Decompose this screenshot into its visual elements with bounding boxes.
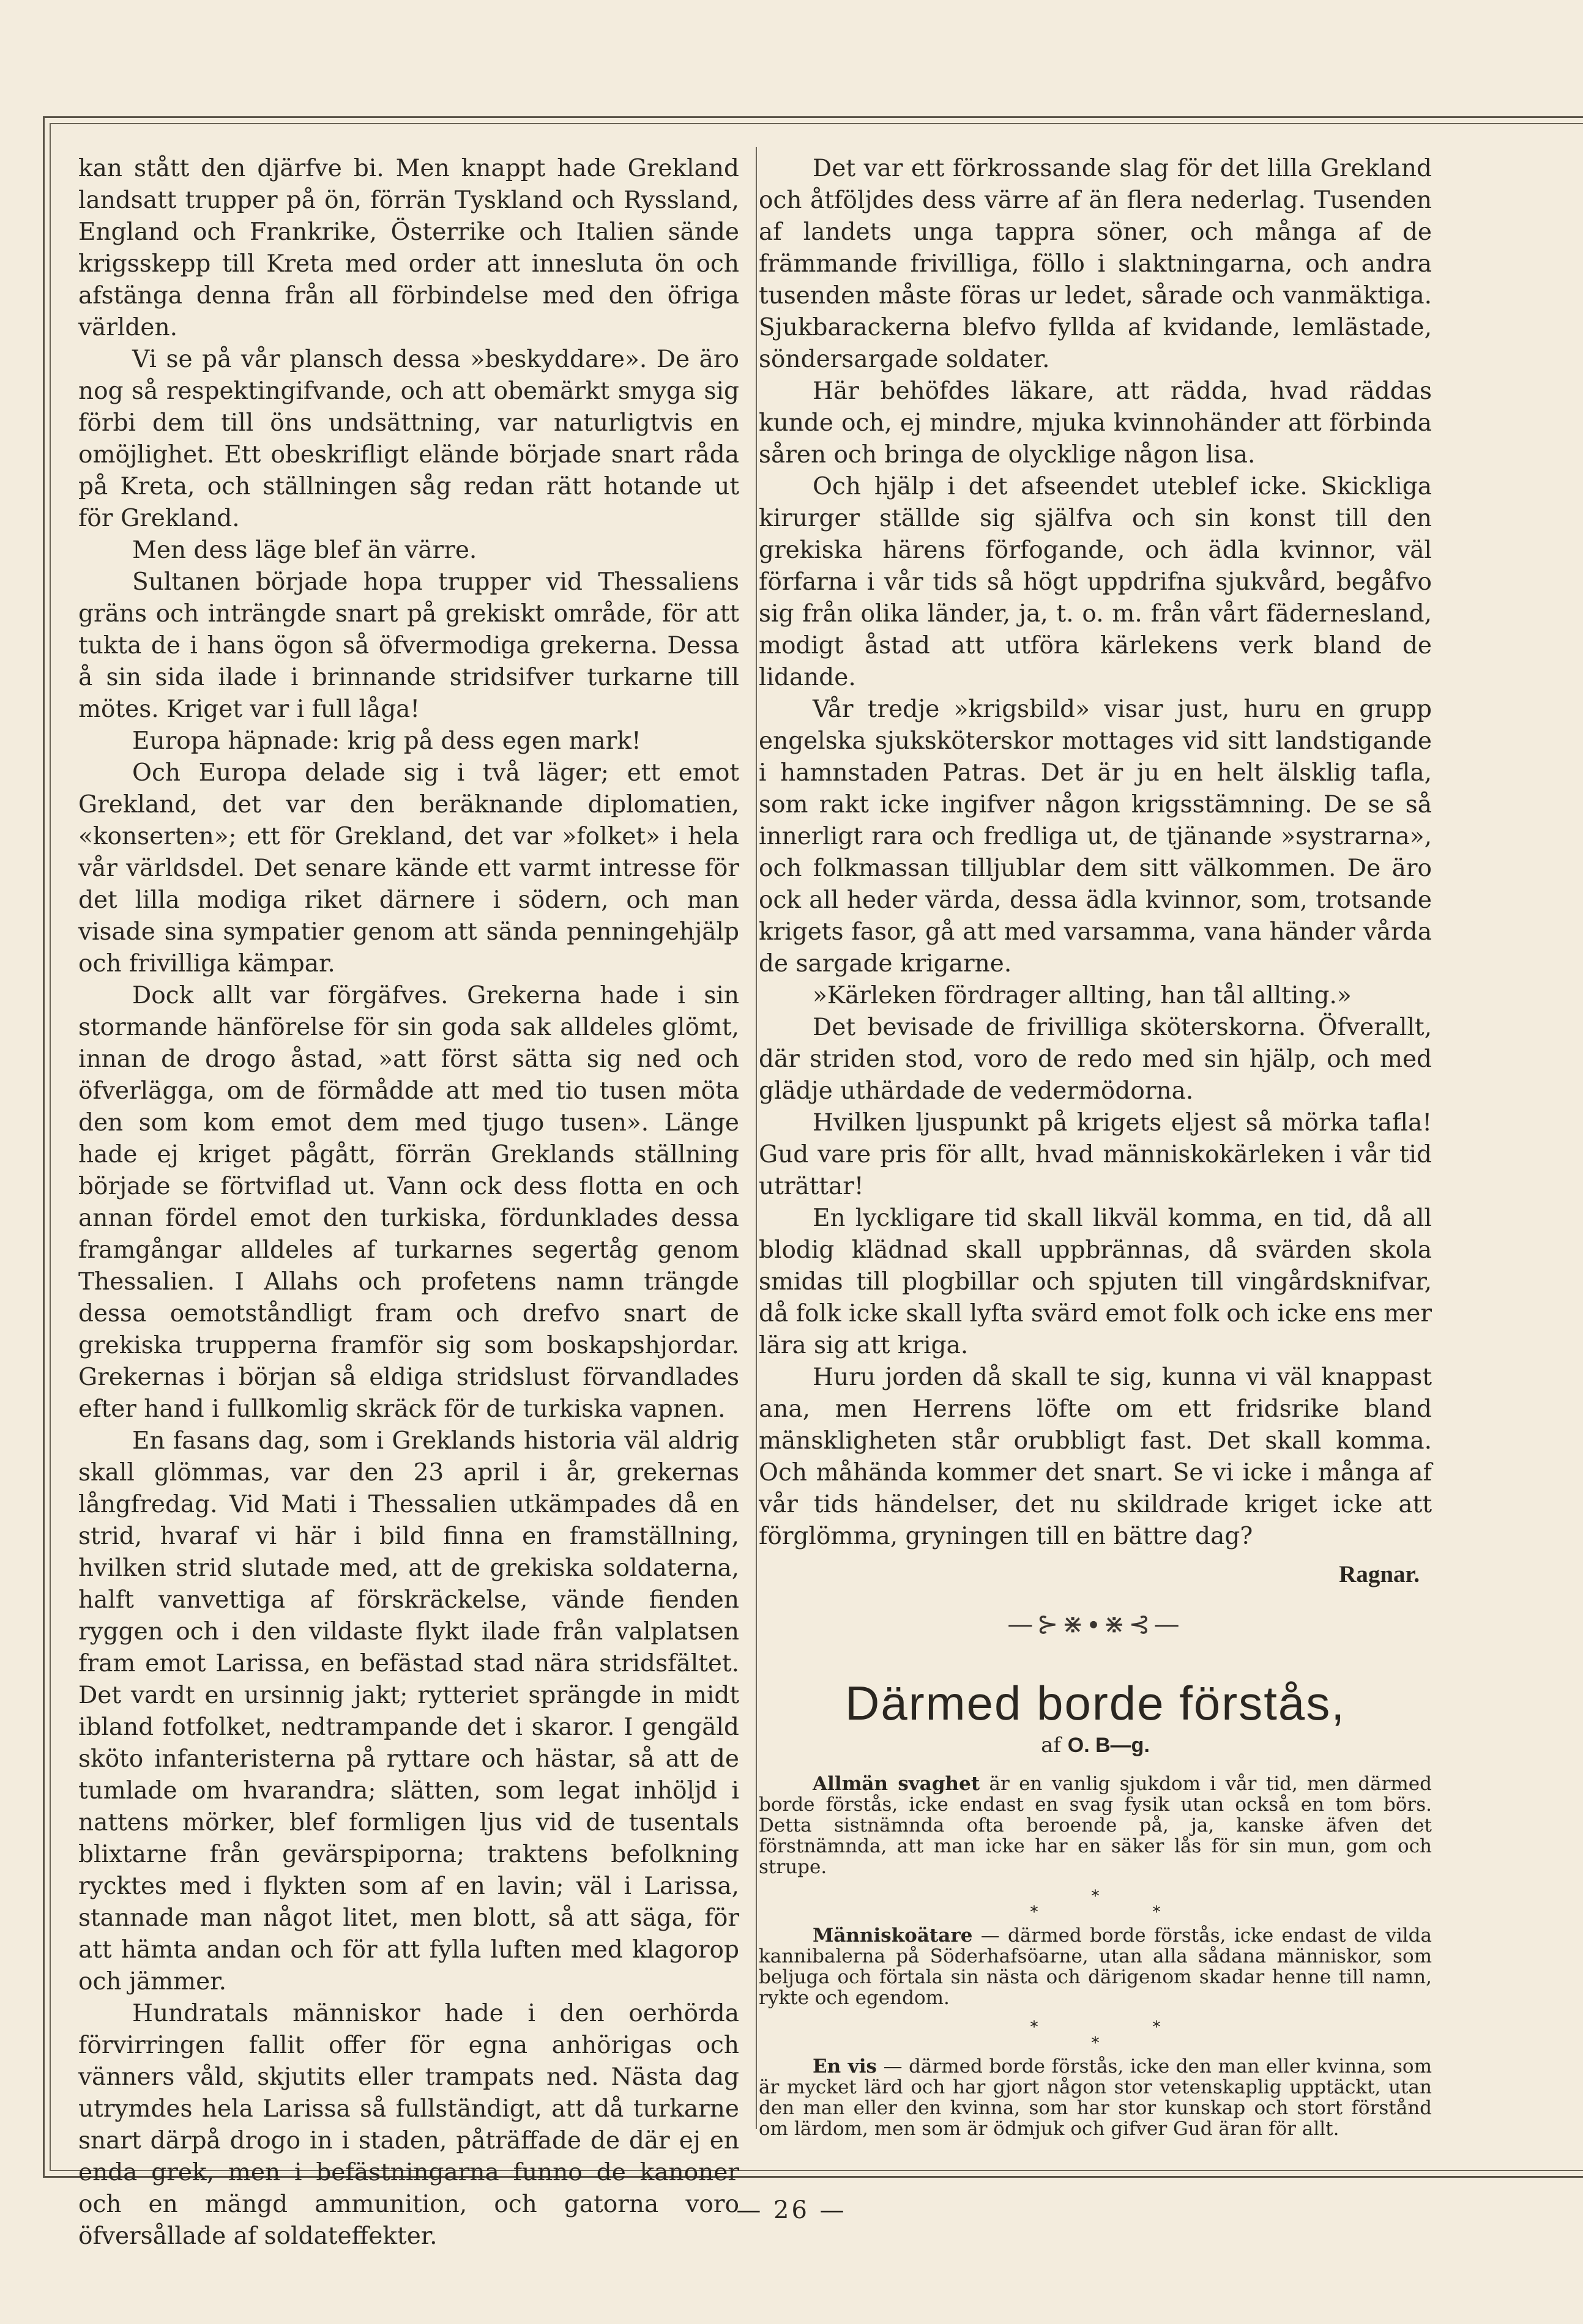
paragraph: Huru jorden då skall te sig, kunna vi väl knappast ana, men Herrens löfte om ett fridsrike bland mänskligheten står orubbligt fast. Det skall komma. Och måhända kommer det snart. Se vi icke i många af vår tids händelser, det nu skildrade kriget icke att förglömma, gryningen till en bättre dag? [759,1364,1432,1550]
definition-text: — därmed borde förstås, icke den man eller kvinna, som är mycket lärd och har gjort någon stor vetenskaplig upptäckt, utan den man eller den kvinna, som har stor kunskap och stort förstånd om lärdom, men som är ödmjuk och gifver Gud äran för allt. [759,2055,1432,2140]
asterisk-separator: * * * [1030,1887,1161,1921]
signature: Ragnar. [1339,1561,1420,1587]
paragraph: En lyckligare tid skall likväl komma, en tid, då all blodig klädnad skall uppbrännas, då svärden skola smidas till plogbillar och spjuten till vingårdsknifvar, då folk icke skall lyfta svärd emot folk och icke ens mer lära sig att kriga. [759,1205,1432,1359]
paragraph: Hundratals människor hade i den oerhörda förvirringen fallit offer för egna anhörigas och vänners våld, skjutits eller trampats ned. Nästa dag utrymdes hela Larissa så fullständigt, att då turkarne snart därpå drogo in i staden, påträffade de där ej en enda grek, men i befästningarna funno de kanoner och en mängd ammunition, och gatorna voro öfversållade af soldateffekter. [78,2000,739,2250]
paragraph: kan stått den djärfve bi. Men knappt hade Grekland landsatt trupper på ön, förrän Tyskland och Ryssland, England och Frankrike, Österrike och Italien sände krigsskepp till Kreta med order att innesluta ön och afstänga denna från all förbindelse med den öfriga världen. [78,155,739,341]
author-prefix: af [1041,1733,1061,1758]
definition-term: En vis [813,2055,877,2077]
paragraph: Hvilken ljuspunkt på krigets eljest så mörka tafla! Gud vare pris för allt, hvad människokärleken i vår tid uträttar! [759,1109,1432,1200]
left-column [78,153,739,2252]
right-column [759,153,1432,2139]
page-number: — 26 — [736,2196,847,2224]
definition-item [759,1773,1432,1877]
paragraph: Det bevisade de frivilliga sköterskorna. Öfverallt, där striden stod, voro de redo med sin hjälp, och med glädje uthärdade de vedermödorna. [759,1014,1432,1105]
paragraph: Europa häpnade: krig på dess egen mark! [132,727,641,755]
definition-item [759,2056,1432,2139]
paragraph: Vår tredje »krigsbild» visar just, huru en grupp engelska sjuksköterskor mottages vid sitt landstigande i hamnstaden Patras. Det är ju en helt älsklig tafla, som rakt icke ingifver någon krigsstämning. De se så innerligt rara och fredliga ut, de tjänande »systrarna», och folkmassan tilljublar dem sitt välkommen. De äro ock all heder värda, dessa ädla kvinnor, som, trotsande krigets fasor, gå att med varsamma, vana händer vårda de sargade krigarne. [759,696,1432,978]
definition-term: Människoätare [813,1925,973,1947]
author-name: O. B—g. [1067,1734,1150,1757]
paragraph: En fasans dag, som i Greklands historia väl aldrig skall glömmas, var den 23 april i år, grekernas långfredag. Vid Mati i Thessalien utkämpades då en strid, hvaraf vi här i bild finna en framställning, hvilken strid slutade med, att de grekiska soldaterna, halft vanvettiga af förskräckelse, vände fienden ryggen och i den vildaste flykt ilade från valplatsen fram emot Larissa, en befästad stad nära stridsfältet. Det vardt en ursinnig jakt; rytteriet sprängde in midt ibland fotfolket, nedtrampande det i skaror. I gengäld sköto infanteristerna på ryttare och hästar, så att de tumlade om hvarandra; slätten, som legat inhöljd i nattens mörker, blef formligen ljus vid de tusentals blixtarne från gevärspiporna; traktens befolkning rycktes med i flykten som af en lavin; väl i Larissa, stannade man något litet, men blott, så att säga, för att hämta andan och för att fylla luften med klagorop och jämmer. [78,1427,739,1995]
definition-text: — därmed borde förstås, icke endast de vilda kannibalerna på Söderhafsöarne, utan alla sådana människor, som beljuga och förtala sin nästa och därigenom skadar henne till namn, rykte och egendom. [759,1925,1432,2009]
definition-term: Allmän svaghet [813,1773,980,1795]
paragraph: Här behöfdes läkare, att rädda, hvad räddas kunde och, ej mindre, mjuka kvinnohänder att förbinda såren och bringa de olycklige någon lisa. [759,377,1432,469]
section-title: Därmed borde förstås, [844,1676,1346,1730]
paragraph: Sultanen började hopa trupper vid Thessaliens gräns och inträngde snart på grekiskt område, för att tukta de i hans ögon så öfvermodiga grekerna. Dessa å sin sida ilade i brinnande stridsifver turkarne till mötes. Kriget var i full låga! [78,568,739,723]
paragraph: Dock allt var förgäfves. Grekerna hade i sin stormande hänförelse för sin goda sak alldeles glömt, innan de drogo åstad, »att först sätta sig ned och öfverlägga, om de förmådde att med tio tusen möta den som kom emot dem med tjugo tusen». Länge hade ej kriget pågått, förrän Greklands ställning började se förtviflad ut. Vann ock dess flotta en och annan fördel emot den turkiska, fördunklades dessa framgångar alldeles af turkarnes segertåg genom Thessalien. I Allahs och profetens namn trängde dessa oemotståndligt fram och drefvo snart de grekiska trupperna framför sig som boskapshjordar. Grekernas i början så eldiga stridslust förvandlades efter hand i fullkomlig skräck för de turkiska vapnen. [78,982,739,1423]
paragraph: Det var ett förkrossande slag för det lilla Grekland och åtföljdes dess värre af än flera nederlag. Tusenden af landets unga tappra söner, och många af de främmande frivilliga, föllo i slaktningarna, och andra tusenden måste föras ur ledet, sårade och vanmäktiga. Sjukbarackerna blefvo fyllda af kvidande, lemlästade, söndersargade soldater. [759,155,1432,373]
asterisk-separator: * * * [1030,2018,1161,2052]
column-divider [756,147,757,2129]
quote: »Kärleken fördrager allting, han tål allting.» [813,982,1352,1009]
definition-item [759,1925,1432,2008]
paragraph: Men dess läge blef än värre. [132,536,477,564]
paragraph: Vi se på vår plansch dessa »beskyddare». De äro nog så respektingifvande, och att obemärkt smyga sig förbi dem till öns undsättning, var naturligtvis en omöjlighet. Ett obeskrifligt elände började snart råda på Kreta, och ställningen såg redan rätt hotande ut för Grekland. [78,346,739,532]
paragraph: Och hjälp i det afseendet uteblef icke. Skickliga kirurger ställde sig själfva och sin konst till den grekiska härens förfogande, och ädla kvinnor, väl förfarna i vår tids så högt uppdrifna sjukvård, begåfvo sig från olika länder, ja, t. o. m. från vårt fädernesland, modigt åstad att utföra kärlekens verk bland de lidande. [759,473,1432,691]
ornament-divider: —⊱⋇∙⋇⊰— [1007,1609,1183,1639]
paragraph: Och Europa delade sig i två läger; ett emot Grekland, det var den beräknande diplomatien, «konserten»; ett för Grekland, det var »folket» i hela vår världsdel. Det senare kände ett varmt intresse för det lilla modiga riket därnere i södern, och man visade sina sympatier genom att sända penningehjälp och frivilliga kämpar. [78,759,739,978]
definition-text: är en vanlig sjukdom i vår tid, men därmed borde förstås, icke endast en svag fysik utan också en tom börs. Detta sistnämnda ofta beroende på, ja, kanske äfven det förstnämnda, att man icke har en säker lås för sin mun, gom och strupe. [759,1773,1432,1878]
section-author [759,1733,1432,1758]
